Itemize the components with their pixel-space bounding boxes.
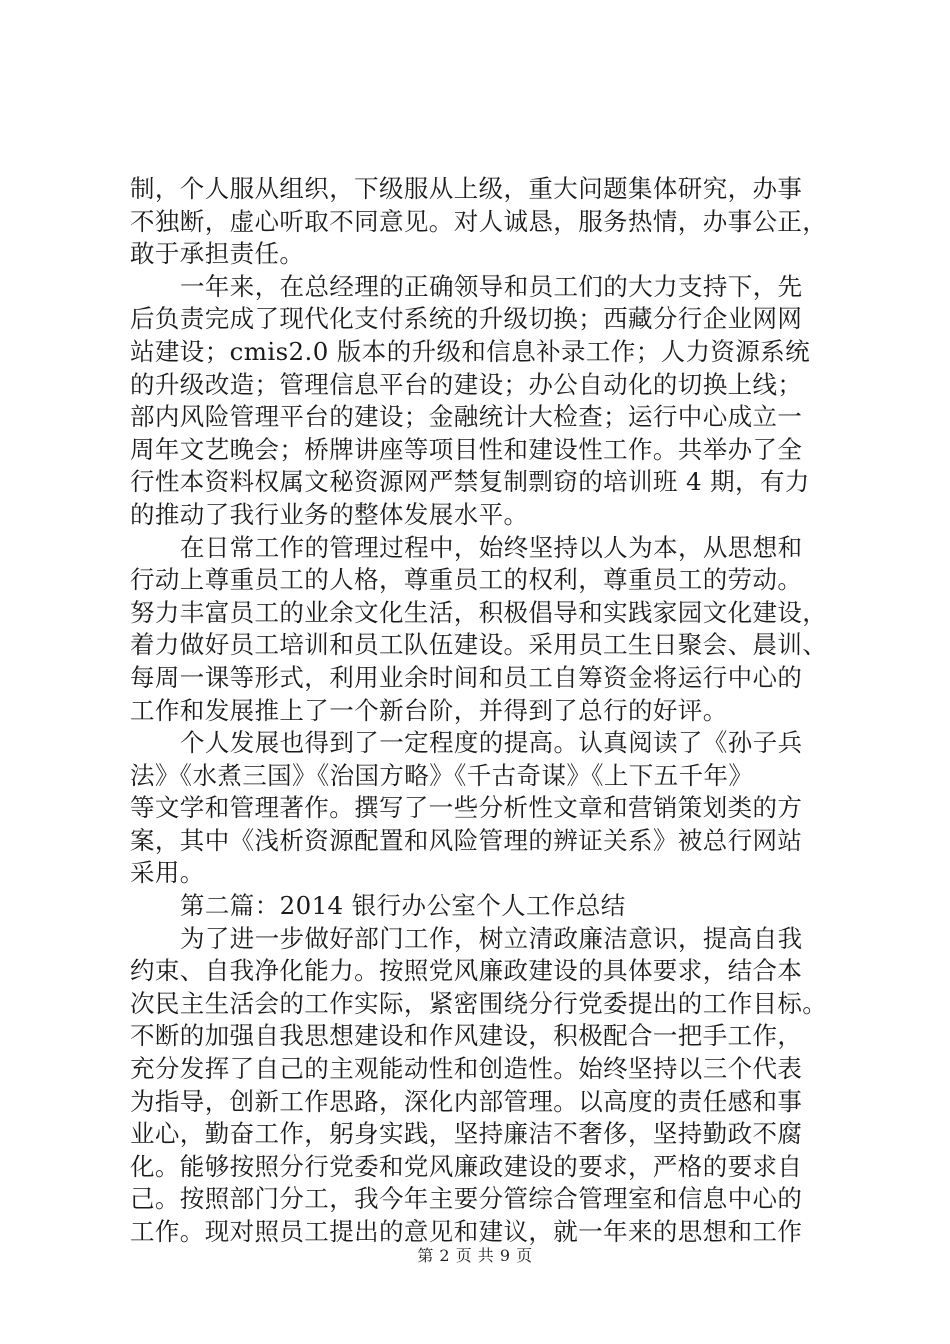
text-line: 次民主生活会的工作实际，紧密围绕分行党委提出的工作目标。	[130, 988, 828, 1018]
text-line: 敢于承担责任。	[130, 239, 305, 269]
text-line: 第二篇：2014 银行办公室个人工作总结	[180, 891, 626, 921]
text-line: 每周一课等形式，利用业余时间和员工自筹资金将运行中心的	[130, 662, 803, 692]
text-line: 充分发挥了自己的主观能动性和创造性。始终坚持以三个代表	[130, 1054, 803, 1084]
text-line: 约束、自我净化能力。按照党风廉政建设的具体要求，结合本	[130, 956, 803, 986]
text-line: 法》《水煮三国》《治国方略》《千古奇谋》《上下五千年》	[130, 760, 754, 790]
text-line: 周年文艺晚会；桥牌讲座等项目性和建设性工作。共举办了全	[130, 434, 803, 464]
text-line: 工作。现对照员工提出的意见和建议，就一年来的思想和工作	[130, 1217, 803, 1246]
text-line: 不独断，虚心听取不同意见。对人诚恳，服务热情，办事公正，	[130, 206, 828, 236]
text-line: 行动上尊重员工的人格，尊重员工的权利，尊重员工的劳动。	[130, 565, 803, 595]
text-line: 不断的加强自我思想建设和作风建设，积极配合一把手工作，	[130, 1021, 803, 1051]
text-line: 制，个人服从组织，下级服从上级，重大问题集体研究，办事	[130, 174, 803, 203]
text-line: 己。按照部门分工，我今年主要分管综合管理室和信息中心的	[130, 1184, 803, 1214]
document-body	[130, 173, 832, 1249]
text-line: 采用。	[130, 858, 205, 888]
text-line: 站建设；cmis2.0 版本的升级和信息补录工作；人力资源系统	[130, 336, 811, 366]
text-line: 部内风险管理平台的建设；金融统计大检查；运行中心成立一	[130, 402, 803, 432]
text-line: 后负责完成了现代化支付系统的升级切换；西藏分行企业网网	[130, 304, 803, 334]
text-line: 行性本资料权属文秘资源网严禁复制剽窃的培训班 4 期，有力	[130, 467, 810, 497]
page-footer: 第 2 页 共 9 页	[417, 1246, 533, 1265]
text-line: 为指导，创新工作思路，深化内部管理。以高度的责任感和事	[130, 1086, 803, 1116]
text-line: 着力做好员工培训和员工队伍建设。采用员工生日聚会、晨训、	[130, 630, 828, 660]
text-line: 的升级改造；管理信息平台的建设；办公自动化的切换上线；	[130, 369, 803, 399]
text-line: 工作和发展推上了一个新台阶，并得到了总行的好评。	[130, 695, 728, 725]
text-line: 业心，勤奋工作，躬身实践，坚持廉洁不奢侈，坚持勤政不腐	[130, 1119, 803, 1149]
text-line: 一年来，在总经理的正确领导和员工们的大力支持下，先	[180, 271, 803, 301]
text-line: 的推动了我行业务的整体发展水平。	[130, 499, 529, 529]
text-line: 个人发展也得到了一定程度的提高。认真阅读了《孙子兵	[180, 728, 803, 758]
text-line: 案，其中《浅析资源配置和风险管理的辨证关系》被总行网站	[130, 825, 803, 855]
text-line: 在日常工作的管理过程中，始终坚持以人为本，从思想和	[180, 532, 803, 562]
text-line: 为了进一步做好部门工作，树立清政廉洁意识，提高自我	[180, 923, 803, 953]
text-line: 化。能够按照分行党委和党风廉政建设的要求，严格的要求自	[130, 1151, 803, 1181]
text-line: 等文学和管理著作。撰写了一些分析性文章和营销策划类的方	[130, 793, 803, 823]
text-line: 努力丰富员工的业余文化生活，积极倡导和实践家园文化建设，	[130, 597, 828, 627]
